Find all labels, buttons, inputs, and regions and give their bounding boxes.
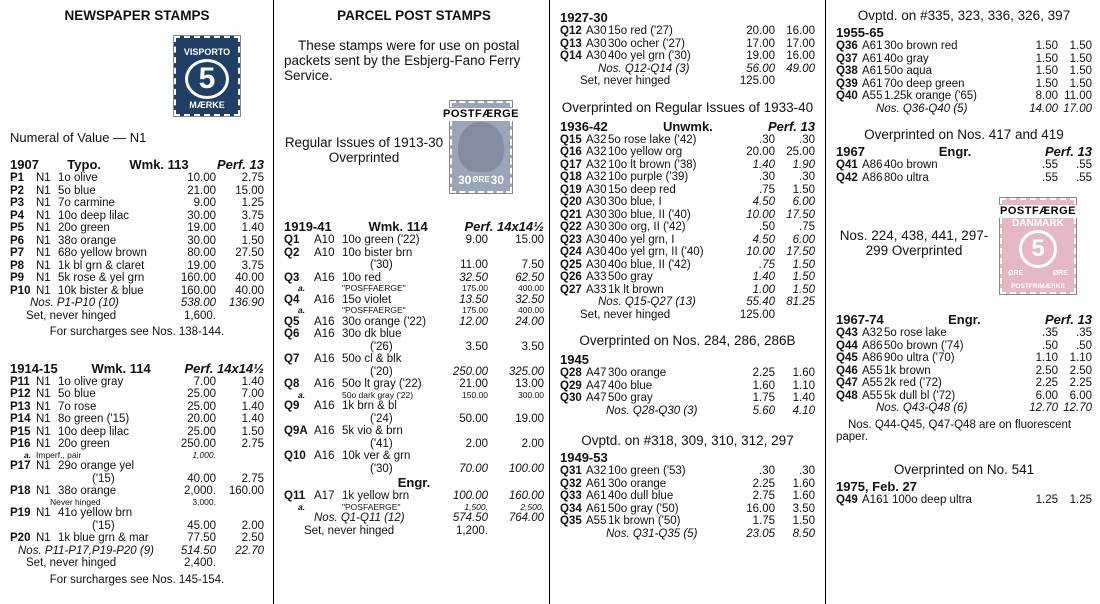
never-hinged-row: Set, never hinged 125.00	[580, 75, 775, 87]
issue-watermark: Wmk. 113	[129, 157, 189, 172]
newspaper-stamp-image	[174, 36, 240, 116]
stamp-row: Q12 A30 15o red ('27) 20.00 16.00	[560, 25, 815, 37]
stamp-row: P6 N1 38o orange 30.00 1.50	[10, 234, 264, 247]
stamp-row: Q1 A10 10o green ('22) 9.00 15.00	[284, 234, 544, 246]
issue-header	[836, 479, 1092, 494]
issue-perf: Perf. 13	[1045, 312, 1092, 327]
issue-header	[836, 144, 1092, 159]
stamp-row: P8 N1 1k bl grn & claret 19.00 3.75	[10, 259, 264, 272]
issue-year: 1967-74	[836, 312, 884, 327]
stamp-row: Q13 A30 30o ocher ('27) 17.00 17.00	[560, 37, 815, 50]
issue-watermark: Unwmk.	[662, 118, 713, 134]
intro-text: These stamps were for use on postal packets sent by the Esbjerg-Fano Ferry Service.	[284, 38, 521, 83]
issue-header	[560, 450, 815, 465]
stamp-row-cont: ('15) 40.00 2.75	[92, 472, 264, 485]
stamp-row: P18 N1 38o orange 2,000. 160.00	[10, 485, 264, 497]
column-parcel-post-cont	[560, 0, 815, 604]
totals-row: Nos. Q15-Q27 (13) 55.40 81.25	[598, 296, 815, 308]
section-title: PARCEL POST STAMPS	[337, 8, 491, 23]
issue-year: 1945	[560, 352, 589, 367]
stamp-row: Q11 A17 1k yellow brn 100.00 160.00	[284, 490, 544, 502]
figure-caption: Numeral of Value — N1	[10, 130, 147, 145]
variety-row: a. "POSFFAERGE" 175.00 400.00	[298, 283, 544, 293]
stamp-list	[560, 134, 815, 297]
issue-year: 1907	[10, 157, 39, 172]
engraved-subheading: Engr.	[397, 475, 431, 490]
stamp-row: Q48 A55 5k dull bl ('72) 6.00 6.00	[836, 389, 1092, 402]
issue-header	[836, 25, 1092, 40]
figure-caption: Nos. 224, 438, 441, 297-299 Overprinted	[839, 228, 989, 258]
totals-row: Nos. Q31-Q35 (5) 23.05 8.50	[606, 527, 815, 540]
parcel-stamp-image	[443, 101, 520, 193]
variety-row: a. 50o dark gray ('22) 150.00 300.00	[298, 389, 544, 400]
stamp-row: P9 N1 5k rose & yel grn 160.00 40.00	[10, 272, 264, 284]
issue-header	[560, 119, 815, 134]
stamp-row: Q26 A33 50o gray 1.40 1.50	[560, 271, 815, 283]
never-hinged-row: Set, never hinged 1,600.	[26, 309, 216, 322]
issue-header	[560, 10, 815, 25]
variety-row: a. "POSFAERGE" 1,500. 2,500.	[298, 501, 544, 512]
stamp-row: Q27 A33 1k lt brown 1.00 1.50	[560, 283, 815, 296]
issue-header	[836, 312, 1092, 327]
stamp-row: Q8 A16 50o lt gray ('22) 21.00 13.00	[284, 378, 544, 390]
stamp-row: Q38 A61 50o aqua 1.50 1.50	[836, 65, 1092, 77]
stamp-row: Q36 A61 30o brown red 1.50 1.50	[836, 40, 1092, 52]
stamp-list	[560, 465, 815, 528]
stamp-row: Q34 A61 50o gray ('50) 16.00 3.50	[560, 502, 815, 515]
issue-watermark: Wmk. 114	[368, 219, 428, 234]
stamp-row: Q25 A30 40o blue, II ('42) .75 1.50	[560, 258, 815, 271]
stamp-row: Q16 A32 10o yellow org 20.00 25.00	[560, 146, 815, 158]
stamp-row-cont: ('30) 70.00 100.00	[370, 462, 544, 475]
overprint-caption: Overprinted on Nos. 284, 286, 286B	[579, 333, 796, 348]
stamp-row: Q22 A30 30o org, II ('42) .50 .75	[560, 221, 815, 233]
stamp-bottom-text: MÆRKE	[189, 99, 225, 110]
section-title: NEWSPAPER STAMPS	[64, 8, 210, 23]
issue-watermark: Wmk. 114	[91, 360, 151, 376]
totals-row: Nos. Q43-Q48 (6) 12.70 12.70	[876, 402, 1092, 414]
stamp-numeral: 5	[1019, 230, 1057, 268]
stamp-row: P7 N1 68o yellow brown 80.00 27.50	[10, 247, 264, 259]
stamp-row: Q29 A47 40o blue 1.60 1.10	[560, 379, 815, 392]
stamp-row: P20 N1 1k blue grn & mar 77.50 2.50	[10, 532, 264, 544]
stamp-row: P16 N1 20o green 250.00 2.75	[10, 438, 264, 450]
stamp-row: Q42 A86 80o ultra .55 .55	[836, 171, 1092, 184]
overprint-caption: Overprinted on Nos. 417 and 419	[864, 127, 1064, 142]
stamp-row: Q9 A16 1k brn & bl	[284, 400, 397, 412]
stamp-row-cont: ('30) 11.00 7.50	[370, 259, 544, 271]
stamp-row: Q33 A61 40o dull blue 2.75 1.60	[560, 490, 815, 502]
stamp-row: Q7 A16 50o cl & blk	[284, 353, 402, 365]
stamp-value: 30 ØRE 30	[458, 172, 504, 187]
stamp-row-cont: ('15) 45.00 2.00	[92, 519, 264, 532]
stamp-bottom-text: POSTFRIMÆRKE	[1011, 282, 1065, 290]
stamp-row: Q43 A32 5o rose lake .35 .35	[836, 327, 1092, 339]
stamp-row: Q31 A32 10o green ('53) .30 .30	[560, 465, 815, 477]
stamp-row: P10 N1 10k bister & blue 160.00 40.00	[10, 284, 264, 297]
issue-year: 1927-30	[560, 10, 608, 25]
never-hinged-row: Set, never hinged 2,400.	[26, 557, 216, 569]
stamp-row: Q14 A30 40o yel grn ('30) 19.00 16.00	[560, 50, 815, 62]
stamp-row: Q19 A30 15o deep red .75 1.50	[560, 183, 815, 196]
stamp-row: P11 N1 1o olive gray 7.00 1.40	[10, 375, 264, 388]
stamp-row: Q37 A61 40o gray 1.50 1.50	[836, 52, 1092, 65]
stamp-row: Q47 A55 2k red ('72) 2.25 2.25	[836, 377, 1092, 389]
stamp-row: Q44 A86 50o brown ('74) .50 .50	[836, 339, 1092, 352]
stamp-row: Q30 A47 50o gray 1.75 1.40	[560, 392, 815, 404]
issue-perf: Perf. 13	[768, 118, 815, 134]
stamp-row: P19 N1 41o yellow brn	[10, 507, 133, 519]
stamp-figure	[836, 184, 1092, 312]
issue-year: 1975, Feb. 27	[836, 478, 917, 494]
stamp-row: Q18 A32 10o purple ('39) .30 .30	[560, 171, 815, 183]
stamp-row-cont: ('41) 2.00 2.00	[370, 437, 544, 450]
danmark-stamp-image	[1000, 198, 1076, 294]
stamp-row: Q4 A16 15o violet 13.50 32.50	[284, 293, 544, 306]
stamp-row: P2 N1 5o blue 21.00 15.00	[10, 184, 264, 197]
stamp-list	[560, 25, 815, 63]
stamp-row: Q2 A10 10o bister brn	[284, 246, 413, 259]
totals-row: Nos. P11-P17,P19-P20 (9) 514.50 22.70	[18, 544, 264, 557]
issue-year: 1936-42	[560, 118, 608, 134]
issue-perf: Perf. 13	[217, 157, 264, 172]
stamp-row: Q21 A30 30o blue, II ('40) 10.00 17.50	[560, 208, 815, 221]
stamp-row: Q41 A86 40o brown .55 .55	[836, 159, 1092, 171]
stamp-list	[836, 40, 1092, 103]
stamp-row: P13 N1 7o rose 25.00 1.40	[10, 400, 264, 413]
totals-row: Nos. Q12-Q14 (3) 56.00 49.00	[598, 62, 815, 75]
stamp-row: Q40 A55 1.25k orange ('65) 8.00 11.00	[836, 90, 1092, 102]
never-hinged-row: Set, never hinged 125.00	[580, 308, 775, 321]
note: For surcharges see Nos. 138-144.	[49, 326, 225, 338]
overprint-text: POSTFÆRGE	[440, 108, 522, 121]
totals-row: Nos. P1-P10 (10) 538.00 136.90	[30, 297, 264, 309]
totals-row: Nos. Q28-Q30 (3) 5.60 4.10	[606, 404, 815, 417]
issue-year: 1919-41	[284, 219, 332, 234]
stamp-row: P15 N1 10o deep lilac 25.00 1.50	[10, 425, 264, 438]
stamp-row: P4 N1 10o deep lilac 30.00 3.75	[10, 209, 264, 222]
column-divider	[273, 0, 274, 604]
portrait-icon	[458, 122, 504, 172]
stamp-list	[836, 327, 1092, 402]
issue-perf: Perf. 14x14½	[464, 219, 544, 234]
issue-year: 1967	[836, 144, 865, 159]
issue-year: 1949-53	[560, 450, 608, 465]
stamp-list	[836, 159, 1092, 184]
overprint-caption: Ovptd. on #318, 309, 310, 312, 297	[581, 433, 794, 448]
stamp-row-cont: ('24) 50.00 19.00	[370, 412, 544, 425]
stamp-row: Q6 A16 30o dk blue	[284, 328, 402, 340]
stamp-row: P14 N1 8o green ('15) 20.00 1.40	[10, 413, 264, 425]
stamp-row: Q9A A16 5k vio & brn	[284, 425, 403, 437]
stamp-list	[560, 367, 815, 405]
issue-type: Engr.	[938, 144, 972, 159]
stamp-row: P12 N1 5o blue 25.00 7.00	[10, 388, 264, 400]
column-divider	[825, 0, 826, 604]
stamp-row-cont: ('26) 3.50 3.50	[370, 340, 544, 353]
stamp-row: Q17 A32 10o lt brown ('38) 1.40 1.90	[560, 158, 815, 171]
column-divider	[549, 0, 550, 604]
stamp-row: Q3 A16 10o red 32.50 62.50	[284, 271, 544, 284]
stamp-row: Q28 A47 30o orange 2.25 1.60	[560, 367, 815, 379]
stamp-value: ØRE ØRE	[1008, 270, 1068, 277]
totals-row: Nos. Q1-Q11 (12) 574.50 764.00	[314, 512, 544, 524]
stamp-top-text: VISPORTO	[183, 47, 231, 57]
stamp-row: P3 N1 7o carmine 9.00 1.25	[10, 197, 264, 209]
issue-perf: Perf. 13	[1045, 144, 1092, 159]
issue-header	[560, 352, 815, 367]
overprint-caption: Overprinted on No. 541	[893, 461, 1035, 477]
never-hinged-row: Set, never hinged 1,200.	[304, 524, 488, 537]
issue-perf: Perf. 14x14½	[184, 360, 264, 376]
variety-row: a. Imperf., pair 1,000.	[24, 449, 216, 460]
issue-type: Typo.	[67, 157, 101, 172]
note: For surcharges see Nos. 145-154.	[49, 573, 225, 586]
note: Nos. Q44-Q45, Q47-Q48 are on fluorescent paper.	[836, 418, 1072, 443]
stamp-row: P1 N1 1o olive 10.00 2.75	[10, 172, 264, 184]
stamp-row: Q32 A61 30o orange 2.25 1.60	[560, 477, 815, 490]
stamp-list	[10, 376, 264, 451]
stamp-row: Q20 A30 30o blue, I 4.50 6.00	[560, 196, 815, 208]
stamp-row: P17 N1 29o orange yel	[10, 460, 135, 472]
overprint-text: POSTFÆRGE	[997, 205, 1079, 218]
stamp-row: Q15 A32 5o rose lake ('42) .30 .30	[560, 133, 815, 146]
stamp-row: Q24 A30 40o yel grn, II ('40) 10.00 17.50	[560, 246, 815, 258]
variety-row: a. "POSFFAERGE" 175.00 400.00	[298, 305, 544, 315]
stamp-row: Q23 A30 40o yel grn, I 4.50 6.00	[560, 233, 815, 246]
stamp-row: Q46 A55 1k brown 2.50 2.50	[836, 364, 1092, 377]
issue-year: 1955-65	[836, 25, 884, 40]
overprint-caption: Ovptd. on #335, 323, 336, 326, 397	[857, 8, 1071, 23]
stamp-numeral: 5	[185, 59, 229, 99]
figure-caption: Regular Issues of 1913-30 Overprinted	[284, 135, 444, 165]
stamp-country: DANMARK	[1012, 217, 1064, 229]
stamp-figure	[284, 83, 544, 209]
stamp-row: Q49 A161 100o deep ultra 1.25 1.25	[836, 493, 1092, 506]
totals-row: Nos. Q36-Q40 (5) 14.00 17.00	[876, 102, 1092, 115]
issue-header	[10, 361, 264, 376]
never-hinged-row: Never hinged 3,000.	[50, 496, 216, 507]
stamp-list	[284, 234, 544, 537]
stamp-row: Q10 A16 10k ver & grn	[284, 450, 411, 462]
issue-header	[10, 157, 264, 172]
overprint-caption: Overprinted on Regular Issues of 1933-40	[561, 99, 814, 115]
column-newspaper-stamps	[10, 0, 264, 604]
stamp-row: Q35 A55 1k brown ('50) 1.75 1.50	[560, 515, 815, 527]
stamp-row: Q45 A86 90o ultra ('70) 1.10 1.10	[836, 352, 1092, 364]
stamp-row-cont: ('20) 250.00 325.00	[370, 365, 544, 378]
column-parcel-post-cont2	[836, 0, 1092, 604]
issue-header	[284, 219, 544, 234]
issue-year: 1914-15	[10, 360, 58, 376]
issue-type: Engr.	[948, 312, 981, 327]
stamp-row: P5 N1 20o green 19.00 1.40	[10, 222, 264, 234]
column-parcel-post	[284, 0, 544, 604]
stamp-row: Q5 A16 30o orange ('22) 12.00 24.00	[284, 315, 544, 328]
stamp-list	[10, 172, 264, 297]
stamp-row: Q39 A61 70o deep green 1.50 1.50	[836, 77, 1092, 90]
stamp-figure	[10, 24, 264, 120]
